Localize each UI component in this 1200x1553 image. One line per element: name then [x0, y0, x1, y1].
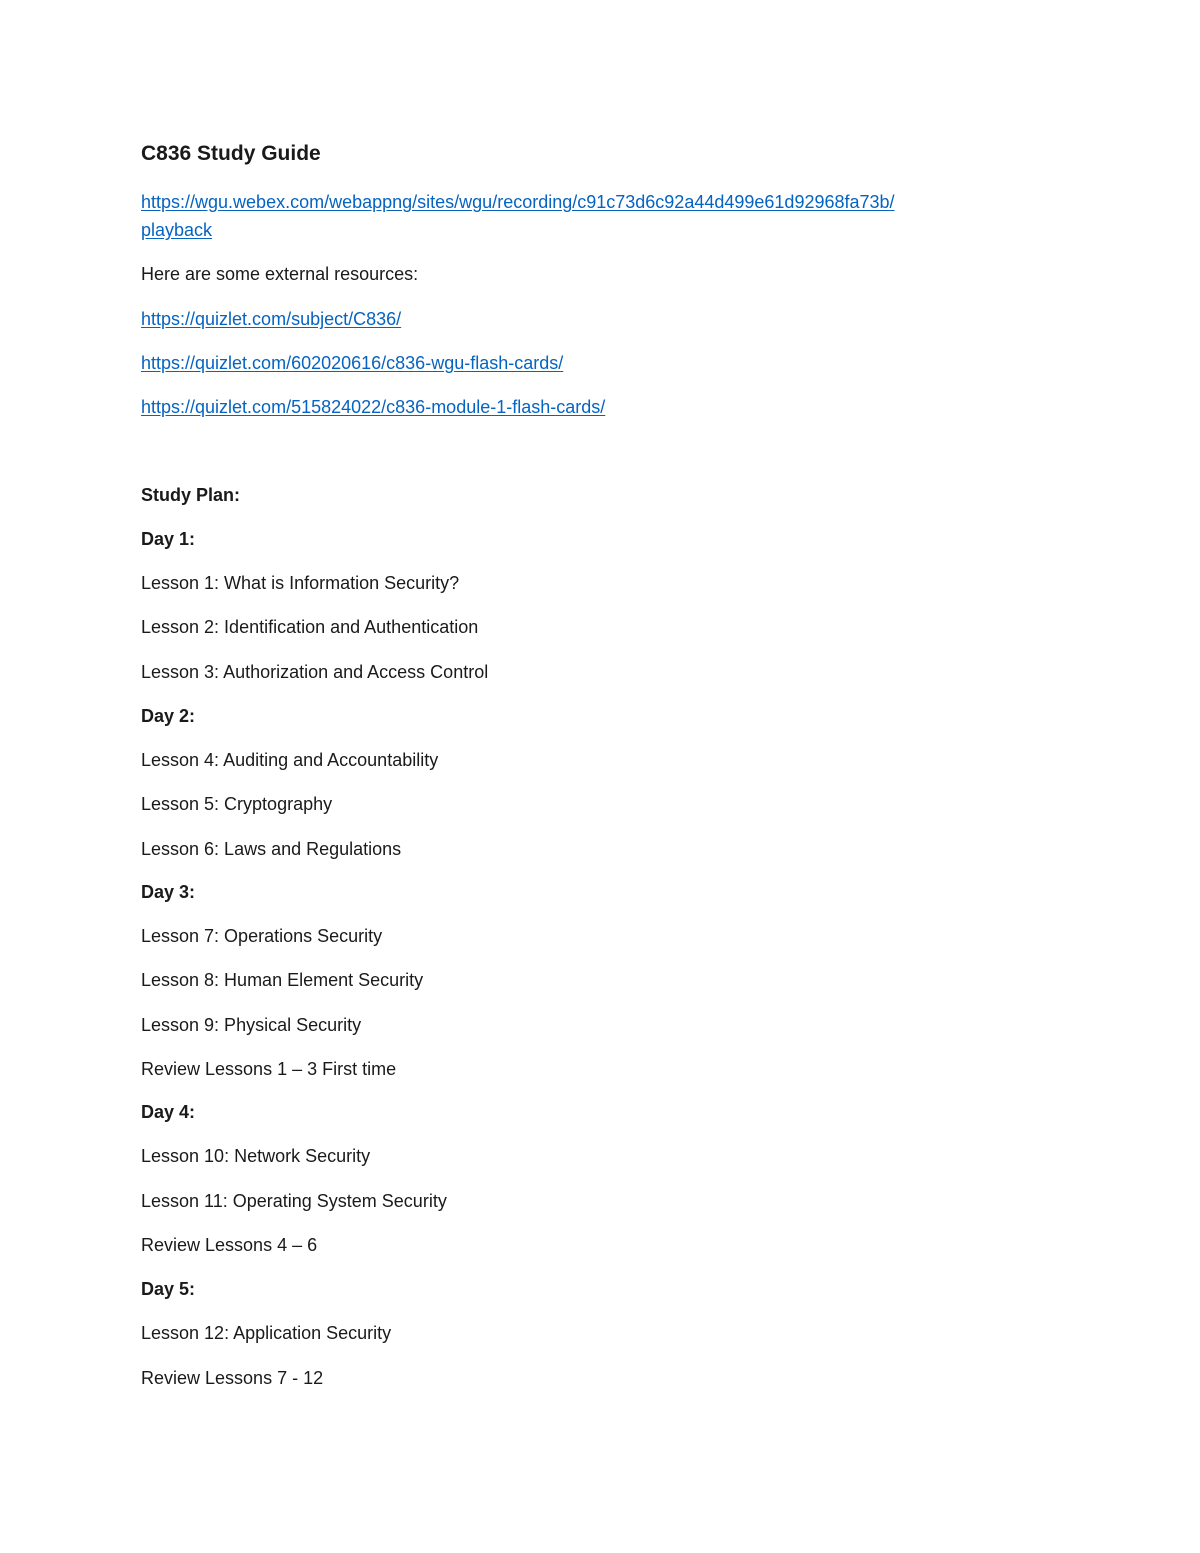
- study-plan-heading: Study Plan:: [141, 485, 241, 505]
- plan-item: Lesson 11: Operating System Security: [141, 1191, 447, 1211]
- recording-link-line2[interactable]: playback: [141, 220, 213, 240]
- plan-item: Lesson 7: Operations Security: [141, 926, 383, 946]
- plan-item: Lesson 3: Authorization and Access Control: [141, 662, 489, 682]
- plan-item: Lesson 4: Auditing and Accountability: [141, 750, 439, 770]
- resource-link-quizlet-wgu-flash-cards[interactable]: https://quizlet.com/602020616/c836-wgu-flash-cards/: [141, 353, 564, 373]
- plan-item: Review Lessons 4 – 6: [141, 1235, 318, 1255]
- day-heading: Day 1:: [141, 529, 196, 549]
- plan-item: Review Lessons 1 – 3 First time: [141, 1059, 397, 1079]
- plan-item: Lesson 1: What is Information Security?: [141, 573, 460, 593]
- plan-item: Lesson 8: Human Element Security: [141, 970, 424, 990]
- resources-intro: Here are some external resources:: [141, 264, 419, 284]
- day-heading: Day 4:: [141, 1102, 196, 1122]
- day-heading: Day 5:: [141, 1279, 196, 1299]
- day-heading: Day 3:: [141, 882, 196, 902]
- plan-item: Lesson 2: Identification and Authentication: [141, 617, 479, 637]
- day-heading: Day 2:: [141, 706, 196, 726]
- resource-link-quizlet-subject[interactable]: https://quizlet.com/subject/C836/: [141, 309, 402, 329]
- plan-item: Review Lessons 7 - 12: [141, 1368, 324, 1388]
- document-title: C836 Study Guide: [141, 142, 321, 165]
- resource-link-quizlet-module-1[interactable]: https://quizlet.com/515824022/c836-module-1-flash-cards/: [141, 397, 606, 417]
- plan-item: Lesson 12: Application Security: [141, 1323, 392, 1343]
- plan-item: Lesson 9: Physical Security: [141, 1015, 362, 1035]
- plan-item: Lesson 10: Network Security: [141, 1146, 371, 1166]
- recording-link-line1[interactable]: https://wgu.webex.com/webappng/sites/wgu/recording/c91c73d6c92a44d499e61d92968fa73b/: [141, 192, 895, 212]
- plan-item: Lesson 5: Cryptography: [141, 794, 333, 814]
- plan-item: Lesson 6: Laws and Regulations: [141, 839, 402, 859]
